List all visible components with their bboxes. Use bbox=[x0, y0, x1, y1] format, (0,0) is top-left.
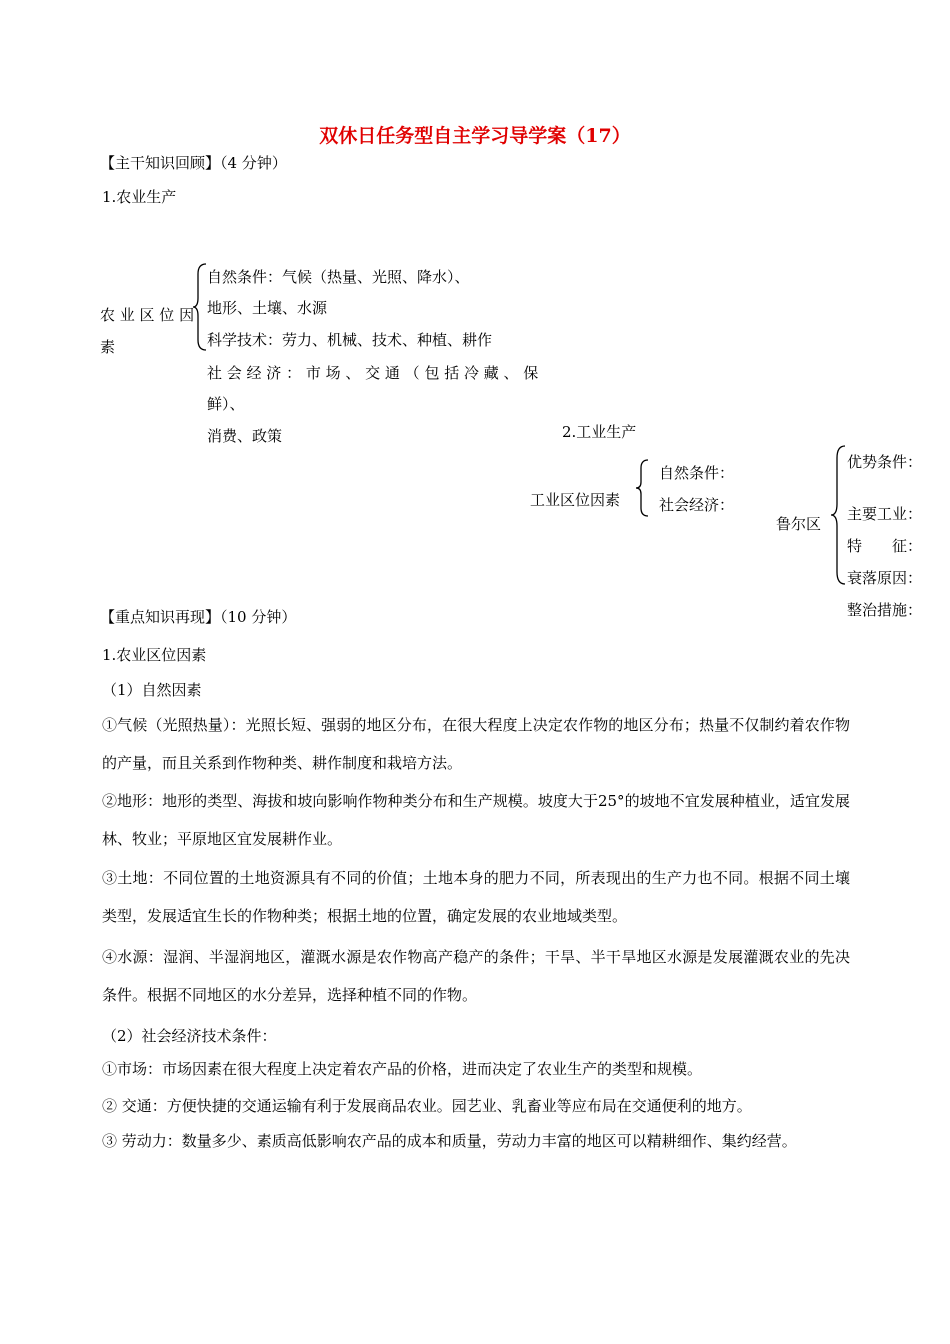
paragraph-water: ④水源：湿润、半湿润地区，灌溉水源是农作物高产稳产的条件；干旱、半干旱地区水源是发展灌溉农业的先决条件。根据不同地区的水分差异，选择种植不同的作物。 bbox=[102, 948, 850, 1004]
subheading-socioeconomic: （2）社会经济技术条件： bbox=[102, 1027, 277, 1045]
section-heading-key-knowledge: 【重点知识再现】（10 分钟） bbox=[100, 608, 297, 626]
ind-brace-icon bbox=[634, 458, 650, 518]
agri-brace-icon bbox=[192, 262, 208, 352]
agri-branch-natural: 自然条件：气候（热量、光照、降水）、 bbox=[207, 268, 470, 286]
ind-branch-socioeconomic: 社会经济： bbox=[659, 496, 735, 514]
ruhr-features: 特 征： bbox=[847, 537, 923, 555]
paragraph-transport: ② 交通：方便快捷的交通运输有利于发展商品农业。园艺业、乳畜业等应布局在交通便利的地方。 bbox=[102, 1097, 752, 1115]
ruhr-label: 鲁尔区 bbox=[776, 515, 822, 533]
ind-factors-label: 工业区位因素 bbox=[530, 491, 621, 509]
agri-factors-label-line2: 素 bbox=[100, 338, 116, 356]
ind-branch-natural: 自然条件： bbox=[659, 464, 735, 482]
ruhr-measures: 整治措施： bbox=[847, 601, 923, 619]
agri-factors-label-line1: 农 业 区 位 因 bbox=[100, 306, 195, 324]
ruhr-decline-causes: 衰落原因： bbox=[847, 569, 923, 587]
ruhr-brace-icon bbox=[829, 444, 847, 586]
agri-branch-socioeconomic: 社 会 经 济 ： 市 场 、 交 通 （ 包 括 冷 藏 、 保 bbox=[207, 364, 539, 382]
agri-branch-technology: 科学技术：劳力、机械、技术、种植、耕作 bbox=[207, 331, 493, 349]
page-title: 双休日任务型自主学习导学案（17） bbox=[319, 125, 631, 147]
ruhr-main-industry: 主要工业： bbox=[847, 505, 923, 523]
paragraph-climate: ①气候（光照热量）：光照长短、强弱的地区分布，在很大程度上决定农作物的地区分布；热量不仅制约着农作物的产量，而且关系到作物种类、耕作制度和栽培方法。 bbox=[102, 716, 850, 772]
paragraph-land: ③土地：不同位置的土地资源具有不同的价值；土地本身的肥力不同，所表现出的生产力也不同。根据不同土壤类型，发展适宜生长的作物种类；根据土地的位置，确定发展的农业地域类型。 bbox=[102, 869, 850, 925]
item-industry-production: 2.工业生产 bbox=[562, 423, 637, 441]
item-agri-location-factors: 1.农业区位因素 bbox=[102, 646, 207, 664]
paragraph-labor: ③ 劳动力：数量多少、素质高低影响农产品的成本和质量，劳动力丰富的地区可以精耕细作、集约经营。 bbox=[102, 1132, 797, 1150]
paragraph-terrain: ②地形：地形的类型、海拔和坡向影响作物种类分布和生产规模。坡度大于25°的坡地不宜发展种植业，适宜发展林、牧业；平原地区宜发展耕作业。 bbox=[102, 792, 850, 848]
subheading-natural-factors: （1）自然因素 bbox=[102, 681, 202, 699]
section-heading-review: 【主干知识回顾】（4 分钟） bbox=[100, 154, 287, 172]
item-agriculture-production: 1.农业生产 bbox=[102, 188, 177, 206]
agri-branch-policy: 消费、政策 bbox=[207, 427, 283, 445]
agri-branch-socioeconomic-cont: 鲜）、 bbox=[207, 395, 245, 413]
agri-branch-terrain: 地形、土壤、水源 bbox=[207, 299, 328, 317]
ruhr-advantages: 优势条件： bbox=[847, 453, 923, 471]
paragraph-market: ①市场：市场因素在很大程度上决定着农产品的价格，进而决定了农业生产的类型和规模。 bbox=[102, 1060, 703, 1078]
